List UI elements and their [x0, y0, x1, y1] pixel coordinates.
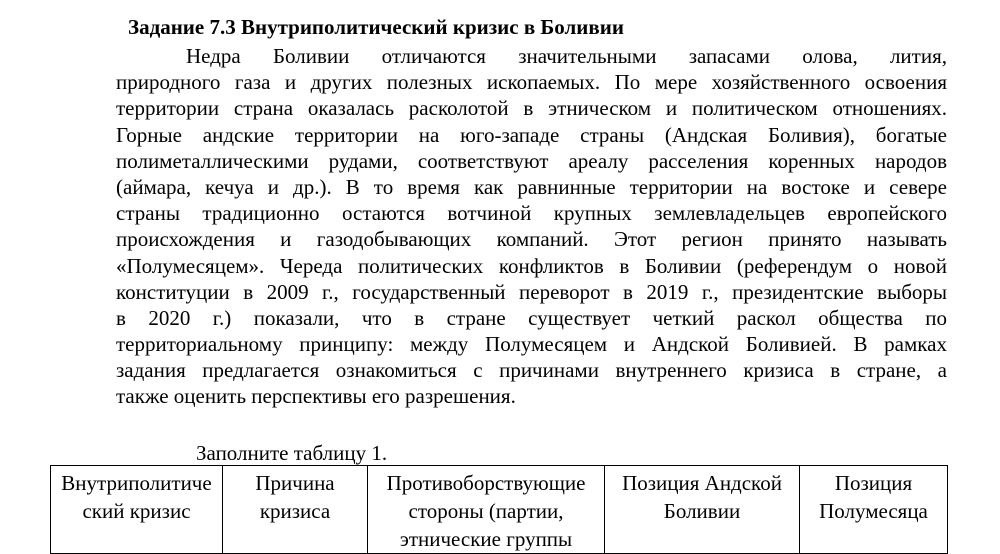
paragraph-line: задания предлагается ознакомиться с причинами внутреннего кризиса в стране, а: [116, 358, 947, 383]
task-title: Задание 7.3 Внутриполитический кризис в Боливии: [128, 15, 624, 39]
task-description: [116, 43, 947, 410]
paragraph-line: происхождения и газодобывающих компаний. Этот регион принято называть: [116, 227, 947, 252]
paragraph-line: также оценить перспективы его разрешения.: [116, 384, 516, 409]
paragraph-line: природного газа и других полезных ископаемых. По мере хозяйственного освоения: [116, 70, 947, 95]
paragraph-line: «Полумесяцем». Череда политических конфликтов в Боливии (референдум о новой: [116, 253, 947, 278]
paragraph-line: конституции в 2009 г., государственный переворот в 2019 г., президентские выборы: [116, 279, 947, 304]
paragraph-line: территориальному принципу: между Полумесяцем и Андской Боливией. В рамках: [116, 332, 947, 357]
table-header-row: [51, 466, 948, 554]
header-crescent-position: Позиция Полумесяца: [800, 466, 948, 554]
paragraph-line: полиметаллическими рудами, соответствуют ареалу расселения коренных народов: [116, 148, 947, 173]
table-instruction: Заполните таблицу 1.: [196, 441, 388, 465]
header-opposing-sides: Противоборствующие стороны (партии, этнические группы: [368, 466, 605, 554]
paragraph-line: страны традиционно остаются вотчиной крупных землевладельцев европейского: [116, 201, 947, 226]
paragraph-line: Горные андские территории на юго-западе страны (Андская Боливия), богатые: [116, 122, 947, 147]
paragraph-line: (аймара, кечуа и др.). В то время как равнинные территории на востоке и севере: [116, 174, 947, 199]
header-andean-position: Позиция Андской Боливии: [605, 466, 800, 554]
paragraph-line: территории страна оказалась расколотой в этническом и политическом отношениях.: [116, 96, 947, 121]
header-cause: Причина кризиса: [223, 466, 368, 554]
paragraph-line: в 2020 г.) показали, что в стране существует четкий раскол общества по: [116, 305, 947, 330]
paragraph-line: Недра Боливии отличаются значительными запасами олова, лития,: [186, 44, 947, 68]
table-1: [50, 465, 948, 554]
header-crisis: Внутриполитиче ский кризис: [51, 466, 223, 554]
